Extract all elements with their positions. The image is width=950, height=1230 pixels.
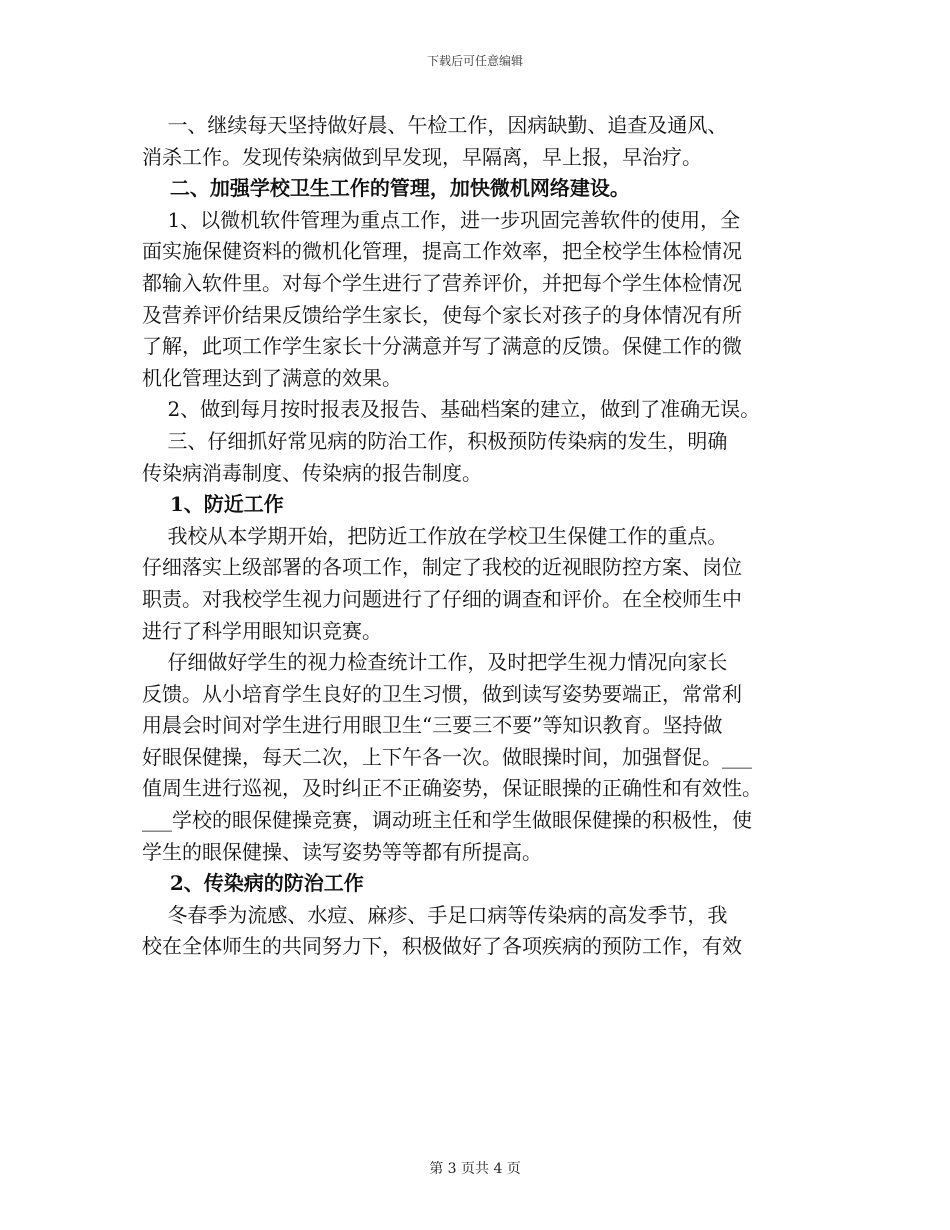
paragraph-disease-prevention: 三、仔细抓好常见病的防治工作，积极预防传染病的发生，明确 传染病消毒制度、传染病的报告制度。 bbox=[142, 428, 728, 485]
heading-management: 二、加强学校卫生工作的管理，加快微机网络建设。 bbox=[142, 176, 630, 201]
heading-infectious: 2、传染病的防治工作 bbox=[142, 871, 364, 896]
paragraph-morning-check: 一、继续每天坚持做好晨、午检工作，因病缺勤、追查及通风、 消杀工作。发现传染病做到早发现，早隔离，早上报，早治疗。 bbox=[142, 113, 728, 169]
paragraph-software: 1、以微机软件管理为重点工作，进一步巩固完善软件的使用，全 面实施保健资料的微机化管理，提高工作效率，把全校学生体检情况 都输入软件里。对每个学生进行了营养评价，并把每个学生体检情况 及营养评价结果反馈给学生家长，使每个家长对孩子的身体情况有所 了解，此项工作学生家长十分满意并写了满意的反馈。保健工作的微 机化管理达到了满意的效果。 bbox=[142, 207, 742, 390]
page-header: 下载后可任意编辑 bbox=[426, 54, 523, 68]
document-body bbox=[142, 110, 812, 963]
paragraph-myopia-plan: 我校从本学期开始，把防近工作放在学校卫生保健工作的重点。 仔细落实上级部署的各项工作，制定了我校的近视眼防控方案、岗位 职责。对我校学生视力问题进行了仔细的调查和评价。在全校师生中 进行了科学用眼知识竞赛。 bbox=[142, 523, 742, 643]
paragraph-monthly-report: 2、做到每月按时报表及报告、基础档案的建立，做到了准确无误。 bbox=[142, 397, 761, 422]
heading-myopia: 1、防近工作 bbox=[142, 492, 284, 517]
paragraph-winter-spring: 冬春季为流感、水痘、麻疹、手足口病等传染病的高发季节，我 校在全体师生的共同努力下，积极做好了各项疾病的预防工作，有效 bbox=[142, 902, 742, 959]
page-footer: 第 3 页共 4 页 bbox=[429, 1161, 521, 1177]
paragraph-eye-exercise: 仔细做好学生的视力检查统计工作，及时把学生视力情况向家长 反馈。从小培育学生良好的卫生习惯，做到读写姿势要端正，常常利 用晨会时间对学生进行用眼卫生“三要三不要”等知识教育。坚持做 好眼保健操，每天二次，上下午各一次。做眼操时间，加强督促。___ 值周生进行巡视，及时纠正不正确姿势，保证眼操的正确性和有效性。 ___学校的眼保健操竞赛，调动班主任和学生做眼保健操的积极性，使 学生的眼保健操、读写姿势等等都有所提高。 bbox=[142, 650, 762, 864]
